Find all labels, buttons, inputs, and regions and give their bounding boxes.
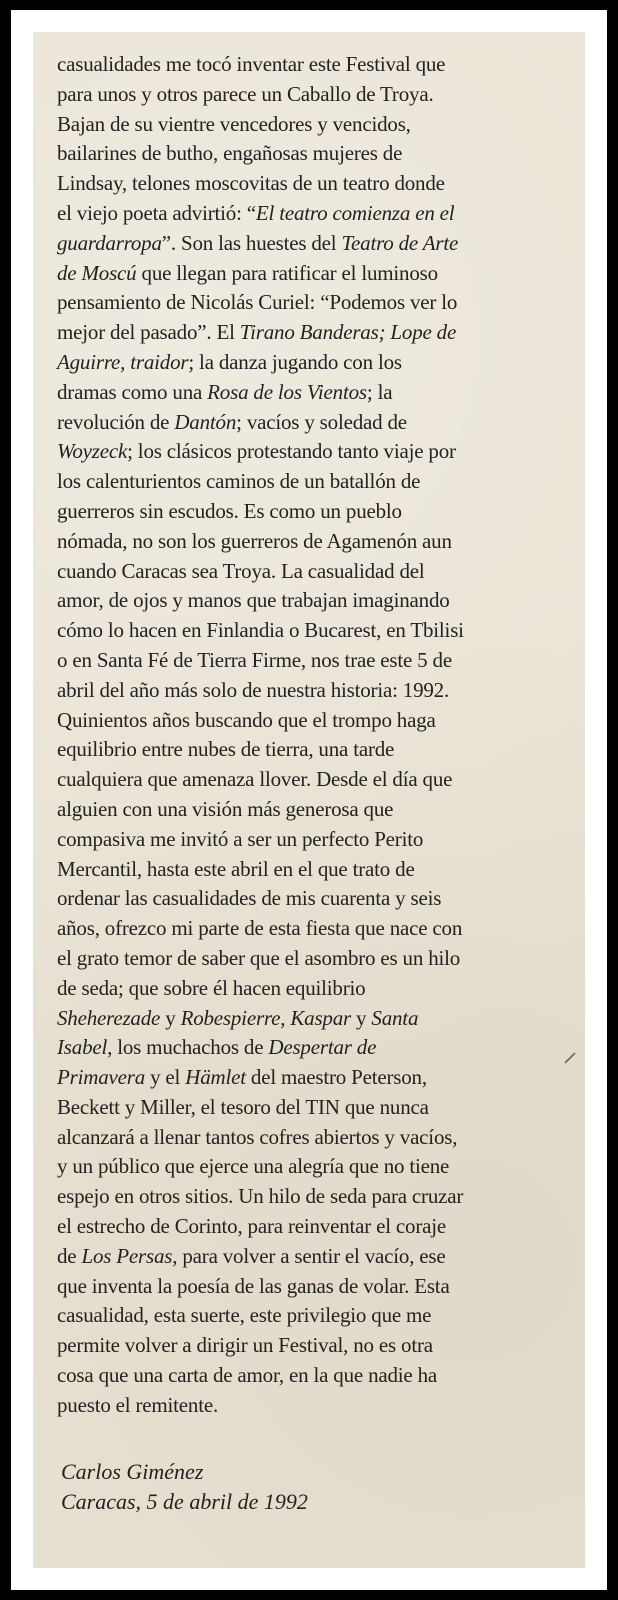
- text-line: [57, 527, 572, 557]
- text-line: [57, 408, 572, 438]
- text-segment: bailarines de butho, engañosas mujeres de: [57, 141, 403, 166]
- text-line: [57, 795, 572, 825]
- text-line: [57, 1272, 572, 1302]
- text-segment: cosa que una carta de amor, en la que nadie ha: [57, 1363, 438, 1388]
- text-segment: los calenturientos caminos de un batallón de: [57, 469, 421, 494]
- italic-title: de Moscú: [57, 260, 137, 285]
- photo-frame: [11, 10, 607, 1590]
- text-segment: ; la: [366, 379, 393, 404]
- text-line: [57, 646, 572, 676]
- text-line: [57, 1242, 572, 1272]
- text-line: [57, 735, 572, 765]
- text-line: [57, 1152, 572, 1182]
- text-segment: cualquiera que amenaza llover. Desde el día que: [57, 767, 453, 792]
- text-segment: Quinientos años buscando que el trompo haga: [57, 707, 436, 732]
- text-segment: puesto el remitente.: [57, 1392, 219, 1417]
- text-line: [57, 348, 572, 378]
- text-line: [57, 1182, 572, 1212]
- text-line: [57, 616, 572, 646]
- text-segment: años, ofrezco mi parte de esta fiesta que nace con: [57, 916, 463, 941]
- text-line: [57, 944, 572, 974]
- newspaper-clipping: [33, 32, 585, 1568]
- text-line: [57, 1331, 572, 1361]
- text-segment: cómo lo hacen en Finlandia o Bucarest, en Tbilisi: [57, 618, 464, 643]
- italic-title: guardarropa: [57, 230, 162, 255]
- text-line: [57, 1212, 572, 1242]
- text-line: [57, 110, 572, 140]
- text-segment: guerreros sin escudos. Es como un pueblo: [57, 498, 402, 523]
- italic-title: Santa: [371, 1005, 419, 1030]
- text-line: [57, 169, 572, 199]
- italic-title: Los Persas: [81, 1243, 173, 1268]
- text-segment: cuando Caracas sea Troya. La casualidad del: [57, 558, 425, 583]
- text-line: [57, 884, 572, 914]
- text-segment: ordenar las casualidades de mis cuarenta y seis: [57, 886, 442, 911]
- text-segment: para unos y otros parece un Caballo de Troya.: [57, 81, 434, 106]
- italic-title: Primavera: [57, 1065, 146, 1090]
- italic-title: Kaspar: [290, 1005, 351, 1030]
- text-segment: abril del año más solo de nuestra historia: 1992.: [57, 677, 450, 702]
- text-segment: que llegan para ratificar el luminoso: [136, 260, 438, 285]
- italic-title: El teatro comienza en el: [255, 200, 455, 225]
- text-segment: alcanzará a llenar tantos cofres abiertos y vacíos,: [57, 1124, 458, 1149]
- text-segment: casualidades me tocó inventar este Festival que: [57, 52, 446, 76]
- italic-title: Aguirre, traidor: [57, 349, 189, 374]
- article-body: [57, 50, 572, 1421]
- text-segment: el viejo poeta advirtió: “: [57, 200, 256, 225]
- italic-title: Despertar de: [268, 1035, 377, 1060]
- text-line: [57, 765, 572, 795]
- text-segment: mejor del pasado”. El: [57, 320, 240, 345]
- text-segment: Mercantil, hasta este abril en el que trato de: [57, 856, 415, 881]
- text-line: [57, 259, 572, 289]
- text-segment: Beckett y Miller, el tesoro del TIN que nunca: [57, 1094, 429, 1119]
- text-segment: o en Santa Fé de Tierra Firme, nos trae este 5 de: [57, 647, 452, 672]
- text-segment: ; vacíos y soledad de: [236, 409, 407, 434]
- text-line: [57, 1033, 572, 1063]
- text-line: [57, 1093, 572, 1123]
- text-segment: el grato temor de saber que el asombro es un hilo: [57, 945, 461, 970]
- text-segment: y: [160, 1005, 181, 1030]
- italic-title: Robespierre: [180, 1005, 281, 1030]
- text-line: [57, 378, 572, 408]
- text-line: [57, 557, 572, 587]
- text-segment: de: [57, 1243, 82, 1268]
- text-segment: dramas como una: [57, 379, 208, 404]
- text-line: [57, 914, 572, 944]
- text-segment: nómada, no son los guerreros de Agamenón aun: [57, 528, 452, 553]
- text-line: [57, 1004, 572, 1034]
- text-segment: de seda; que sobre él hacen equilibrio: [57, 975, 366, 1000]
- text-line: [57, 199, 572, 229]
- text-line: [57, 1063, 572, 1093]
- text-segment: amor, de ojos y manos que trabajan imaginando: [57, 588, 450, 613]
- text-segment: y: [351, 1005, 372, 1030]
- text-segment: equilibrio entre nubes de tierra, una tarde: [57, 737, 395, 762]
- text-segment: ”. Son las huestes del: [161, 230, 342, 255]
- italic-title: Teatro de Arte: [341, 230, 459, 255]
- text-segment: ; la danza jugando con los: [188, 349, 402, 374]
- text-line: [57, 437, 572, 467]
- italic-title: Dantón: [174, 409, 237, 434]
- text-line: [57, 497, 572, 527]
- text-segment: y el: [145, 1065, 186, 1090]
- text-segment: revolución de: [57, 409, 175, 434]
- text-line: [57, 676, 572, 706]
- text-segment: que inventa la poesía de las ganas de volar. Esta: [57, 1273, 450, 1298]
- text-line: [57, 825, 572, 855]
- text-line: [57, 706, 572, 736]
- italic-title: Woyzeck: [57, 439, 128, 464]
- italic-title: Tirano Banderas; Lope de: [239, 320, 457, 345]
- text-line: [57, 50, 572, 80]
- place-and-date: Caracas, 5 de abril de 1992: [61, 1489, 308, 1514]
- author-name: Carlos Giménez: [61, 1459, 204, 1484]
- text-segment: ,: [280, 1005, 291, 1030]
- italic-title: Isabel: [57, 1035, 108, 1060]
- text-line: [57, 139, 572, 169]
- italic-title: Rosa de los Vientos: [207, 379, 367, 404]
- text-segment: Bajan de su vientre vencedores y vencidos,: [57, 111, 411, 136]
- text-line: [57, 1361, 572, 1391]
- text-line: [57, 229, 572, 259]
- text-line: [57, 467, 572, 497]
- italic-title: Hämlet: [185, 1065, 246, 1090]
- text-segment: y un público que ejerce una alegría que no tiene: [57, 1154, 450, 1179]
- signature-block: [61, 1457, 308, 1517]
- text-segment: , los muchachos de: [107, 1035, 269, 1060]
- text-segment: alguien con una visión más generosa que: [57, 796, 394, 821]
- text-line: [57, 855, 572, 885]
- text-line: [57, 1301, 572, 1331]
- text-line: [57, 80, 572, 110]
- text-line: [57, 1391, 572, 1421]
- text-line: [57, 586, 572, 616]
- text-segment: espejo en otros sitios. Un hilo de seda para cruzar: [57, 1184, 464, 1209]
- text-segment: permite volver a dirigir un Festival, no es otra: [57, 1333, 433, 1358]
- text-line: [57, 318, 572, 348]
- text-line: [57, 288, 572, 318]
- text-segment: compasiva me invitó a ser un perfecto Perito: [57, 826, 424, 851]
- text-segment: del maestro Peterson,: [245, 1065, 427, 1090]
- text-segment: pensamiento de Nicolás Curiel: “Podemos ver lo: [57, 290, 458, 315]
- text-segment: el estrecho de Corinto, para reinventar el coraje: [57, 1214, 447, 1239]
- text-segment: ; los clásicos protestando tanto viaje por: [127, 439, 456, 464]
- italic-title: Sheherezade: [57, 1005, 161, 1030]
- text-line: [57, 974, 572, 1004]
- text-line: [57, 1123, 572, 1153]
- text-segment: , para volver a sentir el vacío, ese: [172, 1243, 446, 1268]
- text-segment: casualidad, esta suerte, este privilegio que me: [57, 1303, 432, 1328]
- text-segment: Lindsay, telones moscovitas de un teatro donde: [57, 171, 445, 196]
